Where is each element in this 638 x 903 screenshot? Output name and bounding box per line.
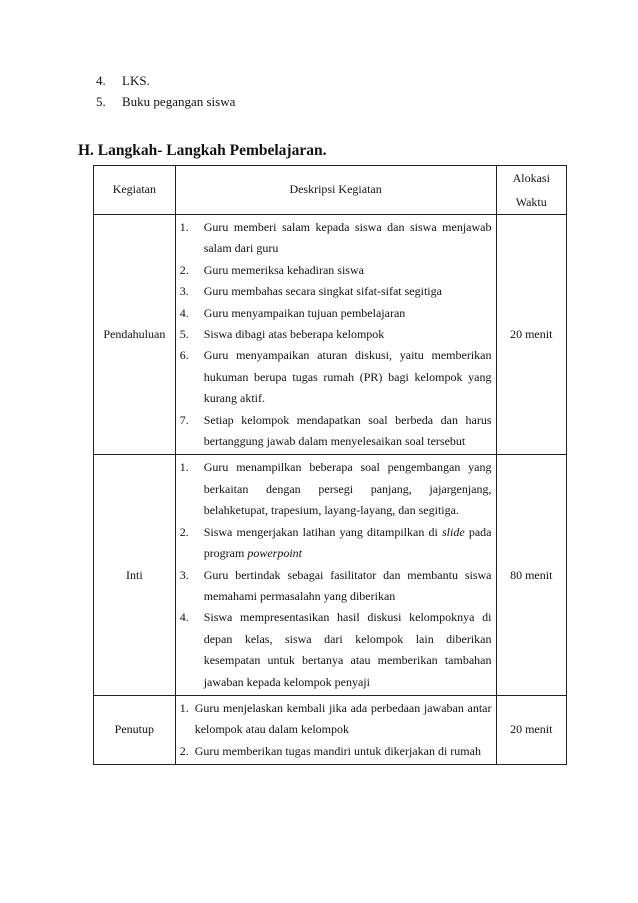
step-item bbox=[180, 607, 492, 693]
list-item-number: 5. bbox=[96, 94, 106, 109]
step-number: 6. bbox=[179, 348, 189, 363]
steps-list bbox=[176, 215, 496, 454]
step-number: 4. bbox=[179, 305, 189, 320]
deskripsi-cell bbox=[175, 455, 496, 695]
step-text: Siswa dibagi atas beberapa kelompok bbox=[203, 327, 385, 342]
step-text-italic: slide bbox=[442, 524, 465, 539]
list-item-number: 4. bbox=[96, 73, 106, 88]
list-item-text: Buku pegangan siswa bbox=[122, 94, 236, 109]
step-number: 1. bbox=[179, 460, 189, 475]
media-list bbox=[96, 70, 235, 112]
step-item bbox=[180, 522, 492, 565]
step-number: 4. bbox=[179, 610, 189, 625]
step-text: Guru memeriksa kehadiran siswa bbox=[203, 262, 364, 277]
step-text: Siswa mempresentasikan hasil diskusi kelompoknya di depan kelas, siswa dari kelompok lain diberikan kesempatan untuk bertanya atau memberikan tambahan jawaban kepada kelompok penyaji bbox=[203, 610, 492, 689]
step-text: Guru membahas secara singkat sifat-sifat segitiga bbox=[203, 284, 442, 299]
step-number: 3. bbox=[179, 284, 189, 299]
step-text-part: pada program bbox=[203, 524, 492, 561]
step-item bbox=[180, 741, 492, 762]
step-item bbox=[180, 698, 492, 741]
step-number: 2. bbox=[179, 524, 189, 539]
header-alokasi-line2: Waktu bbox=[515, 195, 547, 209]
step-item bbox=[180, 324, 492, 345]
step-item bbox=[180, 260, 492, 281]
waktu-cell: 20 menit bbox=[496, 215, 567, 455]
kegiatan-cell: Inti bbox=[94, 455, 176, 695]
step-item bbox=[180, 303, 492, 324]
list-item bbox=[96, 91, 235, 112]
table-row bbox=[94, 455, 567, 695]
step-item bbox=[180, 281, 492, 302]
step-text: Guru memberi salam kepada siswa dan siswa menjawab salam dari guru bbox=[203, 220, 492, 256]
step-item bbox=[180, 345, 492, 409]
step-number: 1. bbox=[179, 700, 189, 715]
deskripsi-cell bbox=[175, 695, 496, 764]
step-text bbox=[204, 522, 492, 565]
step-item bbox=[180, 565, 492, 608]
step-item bbox=[180, 457, 492, 521]
step-number: 5. bbox=[179, 327, 189, 342]
step-number: 1. bbox=[179, 220, 189, 234]
header-alokasi-waktu bbox=[496, 166, 567, 215]
step-text: Setiap kelompok mendapatkan soal berbeda dan harus bertanggung jawab dalam menyelesaikan soal tersebut bbox=[203, 412, 492, 449]
step-text-italic: powerpoint bbox=[247, 546, 303, 561]
learning-steps-table bbox=[93, 165, 567, 765]
steps-list bbox=[176, 455, 496, 694]
step-text: Guru bertindak sebagai fasilitator dan membantu siswa memahami permasalahn yang diberikan bbox=[203, 567, 492, 603]
step-text: Guru menyampaikan aturan diskusi, yaitu memberikan hukuman berupa tugas rumah (PR) bagi kelompok yang kurang aktif. bbox=[203, 348, 492, 406]
kegiatan-cell: Penutup bbox=[94, 695, 176, 764]
waktu-cell: 80 menit bbox=[496, 455, 567, 695]
table-row bbox=[94, 215, 567, 455]
deskripsi-cell bbox=[175, 215, 496, 455]
list-item-text: LKS. bbox=[122, 73, 150, 88]
header-alokasi-line1: Alokasi bbox=[512, 171, 550, 185]
table-row bbox=[94, 695, 567, 764]
kegiatan-cell: Pendahuluan bbox=[94, 215, 176, 455]
header-kegiatan: Kegiatan bbox=[94, 166, 176, 215]
step-text: Guru menyampaikan tujuan pembelajaran bbox=[203, 305, 406, 320]
list-item bbox=[96, 70, 235, 91]
waktu-cell: 20 menit bbox=[496, 695, 567, 764]
step-text-part: Siswa mengerjakan latihan yang ditampilkan di bbox=[203, 524, 442, 539]
step-item bbox=[180, 217, 492, 260]
step-text: Guru menampilkan beberapa soal pengembangan yang berkaitan dengan persegi panjang, jajargenjang, belahketupat, trapesium, layang-layang, dan segitiga. bbox=[203, 460, 492, 518]
step-number: 2. bbox=[179, 262, 189, 277]
step-text: Guru menjelaskan kembali jika ada perbedaan jawaban antar kelompok atau dalam kelompok bbox=[194, 700, 492, 737]
section-title: H. Langkah- Langkah Pembelajaran. bbox=[78, 142, 327, 159]
step-text: Guru memberikan tugas mandiri untuk dikerjakan di rumah bbox=[194, 743, 481, 758]
step-number: 7. bbox=[179, 412, 189, 427]
header-deskripsi: Deskripsi Kegiatan bbox=[175, 166, 496, 215]
step-number: 2. bbox=[179, 743, 189, 758]
step-item bbox=[180, 410, 492, 453]
step-number: 3. bbox=[179, 567, 189, 582]
steps-list bbox=[176, 696, 496, 764]
table-header-row bbox=[94, 166, 567, 215]
